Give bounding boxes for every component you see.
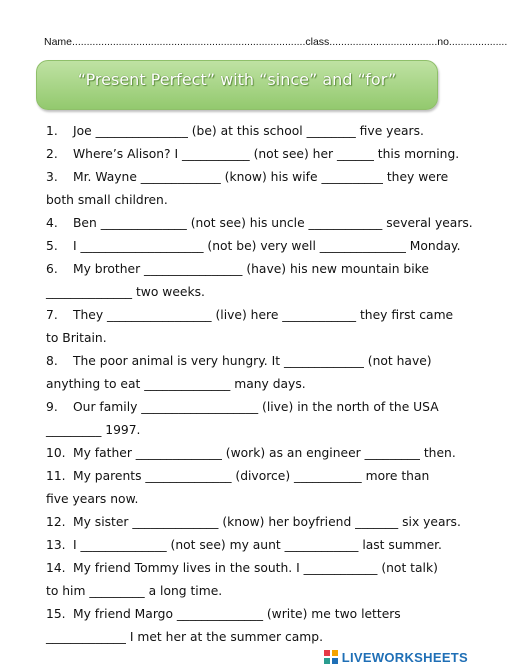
exercise-item-11: 11. My parents ______________ (divorce) ___________ more than [46,469,430,483]
exercise-item-9: 9. Our family ___________________ (live) in the north of the USA [46,400,439,414]
exercise-item-4: 4. Ben ______________ (not see) his uncle ____________ several years. [46,216,473,230]
exercise-text-continued: to him _________ a long time. [46,584,223,598]
exercise-text: My friend Tommy lives in the south. I ____________ (not talk) [73,561,438,575]
liveworksheets-logo-text: LIVEWORKSHEETS [341,649,468,665]
exercise-text: My father ______________ (work) as an engineer _________ then. [73,446,456,460]
exercise-item-3: 3. Mr. Wayne _____________ (know) his wife __________ they were [46,170,449,184]
exercise-text-continued: _____________ I met her at the summer camp. [46,630,324,644]
exercise-text: They _________________ (live) here ____________ they first came [73,308,454,322]
exercise-text: Ben ______________ (not see) his uncle ____________ several years. [73,216,473,230]
exercise-item-15: 15. My friend Margo ______________ (write) me two letters [46,607,401,621]
exercise-text: Mr. Wayne _____________ (know) his wife __________ they were [73,170,449,184]
exercise-item-7: 7. They _________________ (live) here ____________ they first came [46,308,454,322]
exercise-item-10: 10. My father ______________ (work) as an engineer _________ then. [46,446,456,460]
exercise-text: My sister ______________ (know) her boyfriend _______ six years. [73,515,461,529]
exercise-item-14: 14. My friend Tommy lives in the south. I ____________ (not talk) [46,561,438,575]
exercise-text: Our family ___________________ (live) in the north of the USA [73,400,439,414]
exercise-text: Joe _______________ (be) at this school ________ five years. [73,124,424,138]
exercise-item-1: 1. Joe _______________ (be) at this school ________ five years. [46,124,424,138]
exercise-text: I ____________________ (not be) very well ______________ Monday. [73,239,461,253]
exercise-text-continued: five years now. [46,492,139,506]
exercise-text: Where’s Alison? I ___________ (not see) her ______ this morning. [73,147,460,161]
exercise-text-continued: anything to eat ______________ many days. [46,377,306,391]
exercise-text-continued: ______________ two weeks. [46,285,205,299]
title-banner [36,60,438,110]
exercise-text-continued: _________ 1997. [46,423,141,437]
exercise-item-5: 5. I ____________________ (not be) very well ______________ Monday. [46,239,461,253]
liveworksheets-logo [323,649,468,665]
exercise-text-continued: both small children. [46,193,168,207]
liveworksheets-logo-icon [323,649,339,665]
worksheet-title: “Present Perfect” with “since” and “for” [77,70,397,89]
exercise-item-2: 2. Where’s Alison? I ___________ (not see) her ______ this morning. [46,147,460,161]
exercise-text: My parents ______________ (divorce) ___________ more than [73,469,430,483]
exercise-item-12: 12. My sister ______________ (know) her boyfriend _______ six years. [46,515,461,529]
exercise-item-6: 6. My brother ________________ (have) his new mountain bike [46,262,429,276]
exercise-item-8: 8. The poor animal is very hungry. It _____________ (not have) [46,354,432,368]
name-class-number-line: Name................................................................................class.....................................no.................... [44,36,507,48]
exercise-text: I ______________ (not see) my aunt ____________ last summer. [73,538,442,552]
exercise-text: My brother ________________ (have) his new mountain bike [73,262,429,276]
exercise-item-13: 13. I ______________ (not see) my aunt ____________ last summer. [46,538,442,552]
exercise-text: My friend Margo ______________ (write) me two letters [73,607,401,621]
exercise-text: The poor animal is very hungry. It _____________ (not have) [73,354,432,368]
exercise-text-continued: to Britain. [46,331,107,345]
